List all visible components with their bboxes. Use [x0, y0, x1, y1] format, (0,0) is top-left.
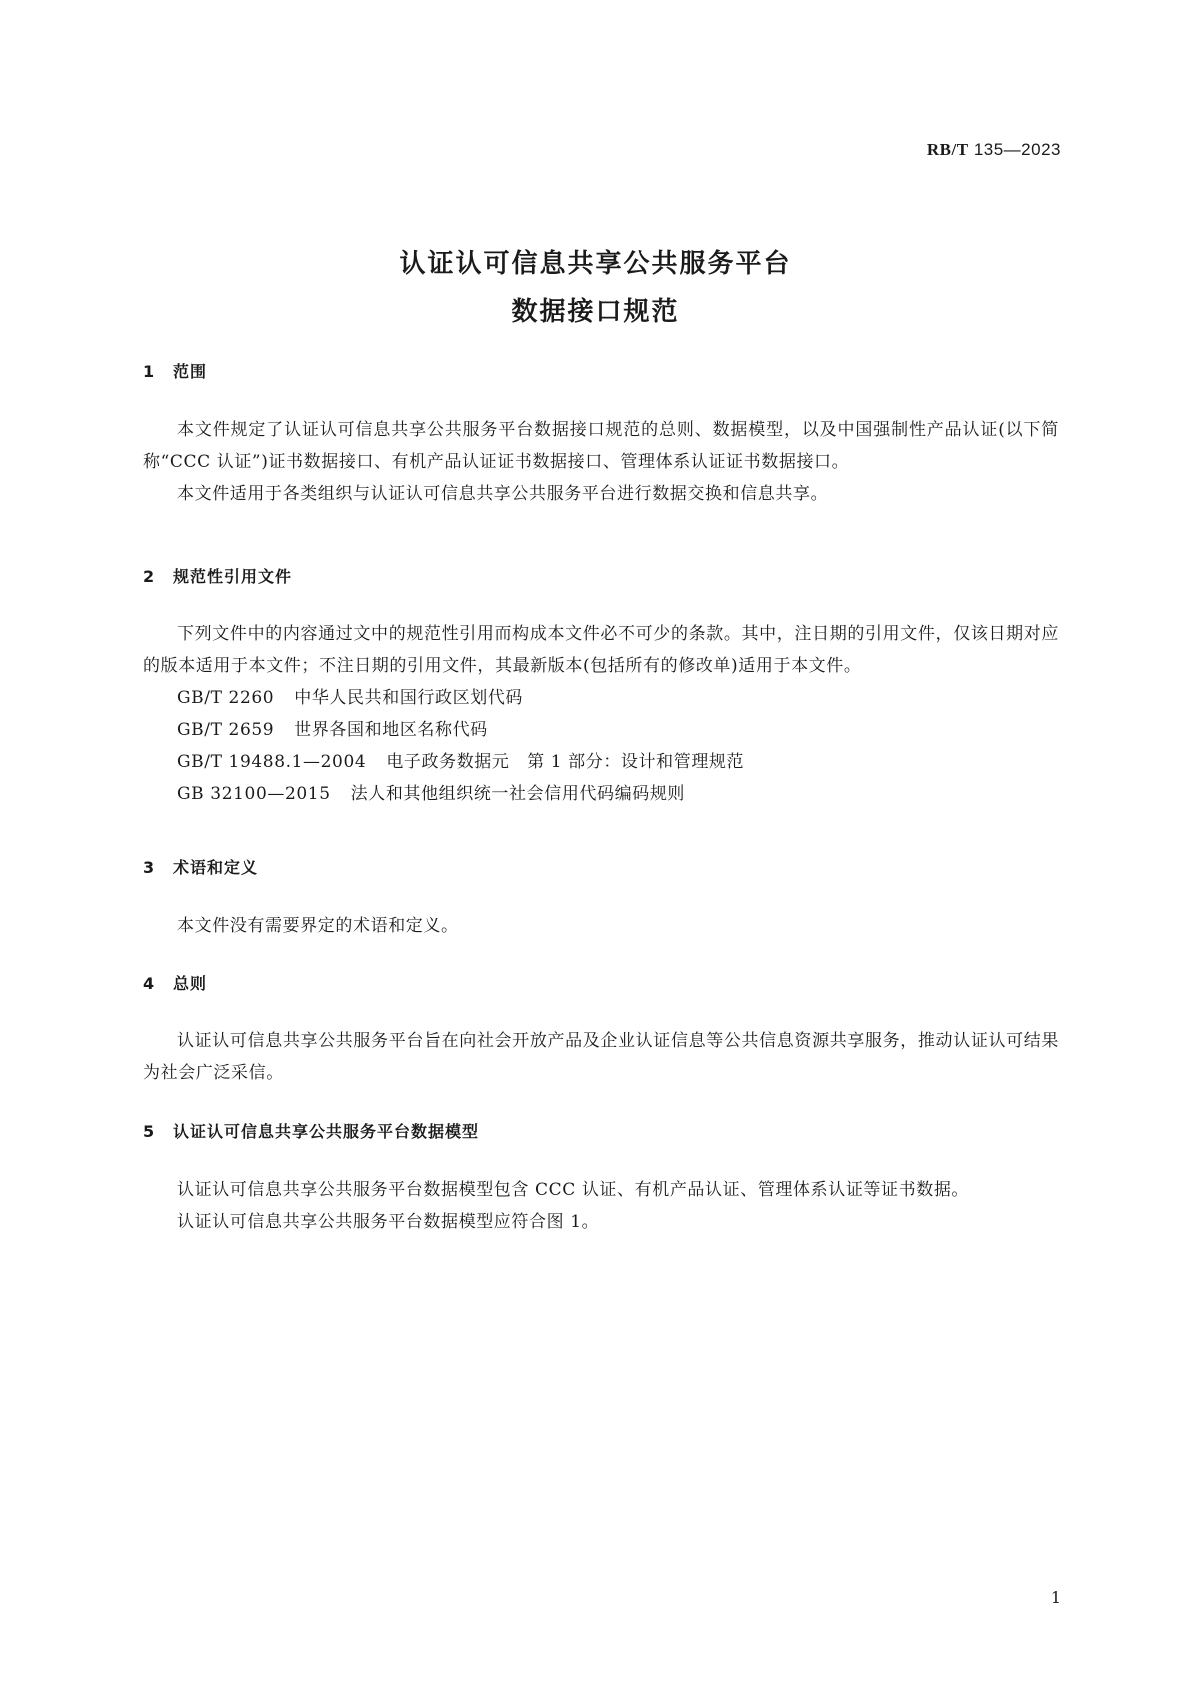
section-heading [143, 361, 1059, 383]
reference-name: 法人和其他组织统一社会信用代码编码规则 [350, 784, 686, 804]
document-title [0, 240, 1191, 336]
paragraph: 本文件规定了认证认可信息共享公共服务平台数据接口规范的总则、数据模型，以及中国强制性产品认证(以下简称“CCC 认证”)证书数据接口、有机产品认证证书数据接口、管理体系认证证书数据接口。 [143, 420, 1059, 472]
section-title: 总则 [173, 974, 208, 993]
reference-name: 世界各国和地区名称代码 [294, 720, 488, 740]
paragraph: 认证认可信息共享公共服务平台数据模型包含 CCC 认证、有机产品认证、管理体系认证等证书数据。 [177, 1180, 970, 1200]
standard-code-prefix: RB/T [926, 140, 969, 159]
paragraph: 认证认可信息共享公共服务平台数据模型应符合图 1。 [177, 1212, 600, 1232]
standard-code [927, 140, 1061, 160]
section-number: 5 [143, 1122, 156, 1141]
section-heading [143, 1121, 1059, 1143]
section-scope-body [143, 414, 1059, 510]
reference-list [143, 682, 1059, 810]
section-terms-body [143, 910, 1059, 942]
section-number: 1 [143, 362, 156, 381]
section-scope [143, 361, 1059, 383]
section-number: 3 [143, 858, 156, 877]
reference-code: GB 32100—2015 [177, 784, 331, 804]
reference-item [143, 714, 1059, 746]
section-general-body [143, 1025, 1059, 1089]
paragraph: 下列文件中的内容通过文中的规范性引用而构成本文件必不可少的条款。其中，注日期的引用文件，仅该日期对应的版本适用于本文件；不注日期的引用文件，其最新版本(包括所有的修改单)适用于本文件。 [143, 624, 1059, 676]
standard-code-number: 135—2023 [973, 140, 1061, 159]
section-data-model [143, 1121, 1059, 1143]
paragraph: 本文件适用于各类组织与认证认可信息共享公共服务平台进行数据交换和信息共享。 [177, 484, 829, 504]
section-heading [143, 973, 1059, 995]
section-title: 认证认可信息共享公共服务平台数据模型 [173, 1122, 480, 1141]
paragraph: 本文件没有需要界定的术语和定义。 [177, 916, 459, 936]
title-line-2: 数据接口规范 [511, 297, 680, 327]
page-number: 1 [1050, 1588, 1061, 1607]
reference-code: GB/T 2260 [177, 688, 275, 708]
reference-item [143, 746, 1059, 778]
reference-item [143, 778, 1059, 810]
section-normative-references-body [143, 618, 1059, 810]
section-heading [143, 857, 1059, 879]
section-terms [143, 857, 1059, 879]
section-number: 4 [143, 974, 156, 993]
section-title: 规范性引用文件 [173, 567, 293, 586]
reference-name: 中华人民共和国行政区划代码 [294, 688, 524, 708]
section-number: 2 [143, 567, 156, 586]
section-general [143, 973, 1059, 995]
section-title: 术语和定义 [173, 858, 259, 877]
reference-code: GB/T 2659 [177, 720, 275, 740]
paragraph: 认证认可信息共享公共服务平台旨在向社会开放产品及企业认证信息等公共信息资源共享服务，推动认证认可结果为社会广泛采信。 [143, 1031, 1059, 1083]
reference-name: 电子政务数据元 第 1 部分：设计和管理规范 [386, 752, 745, 772]
section-heading [143, 566, 1059, 588]
section-title: 范围 [173, 362, 208, 381]
section-normative-references [143, 566, 1059, 588]
reference-item [143, 682, 1059, 714]
reference-code: GB/T 19488.1—2004 [177, 752, 367, 772]
title-line-1: 认证认可信息共享公共服务平台 [399, 249, 792, 279]
section-data-model-body [143, 1174, 1059, 1238]
